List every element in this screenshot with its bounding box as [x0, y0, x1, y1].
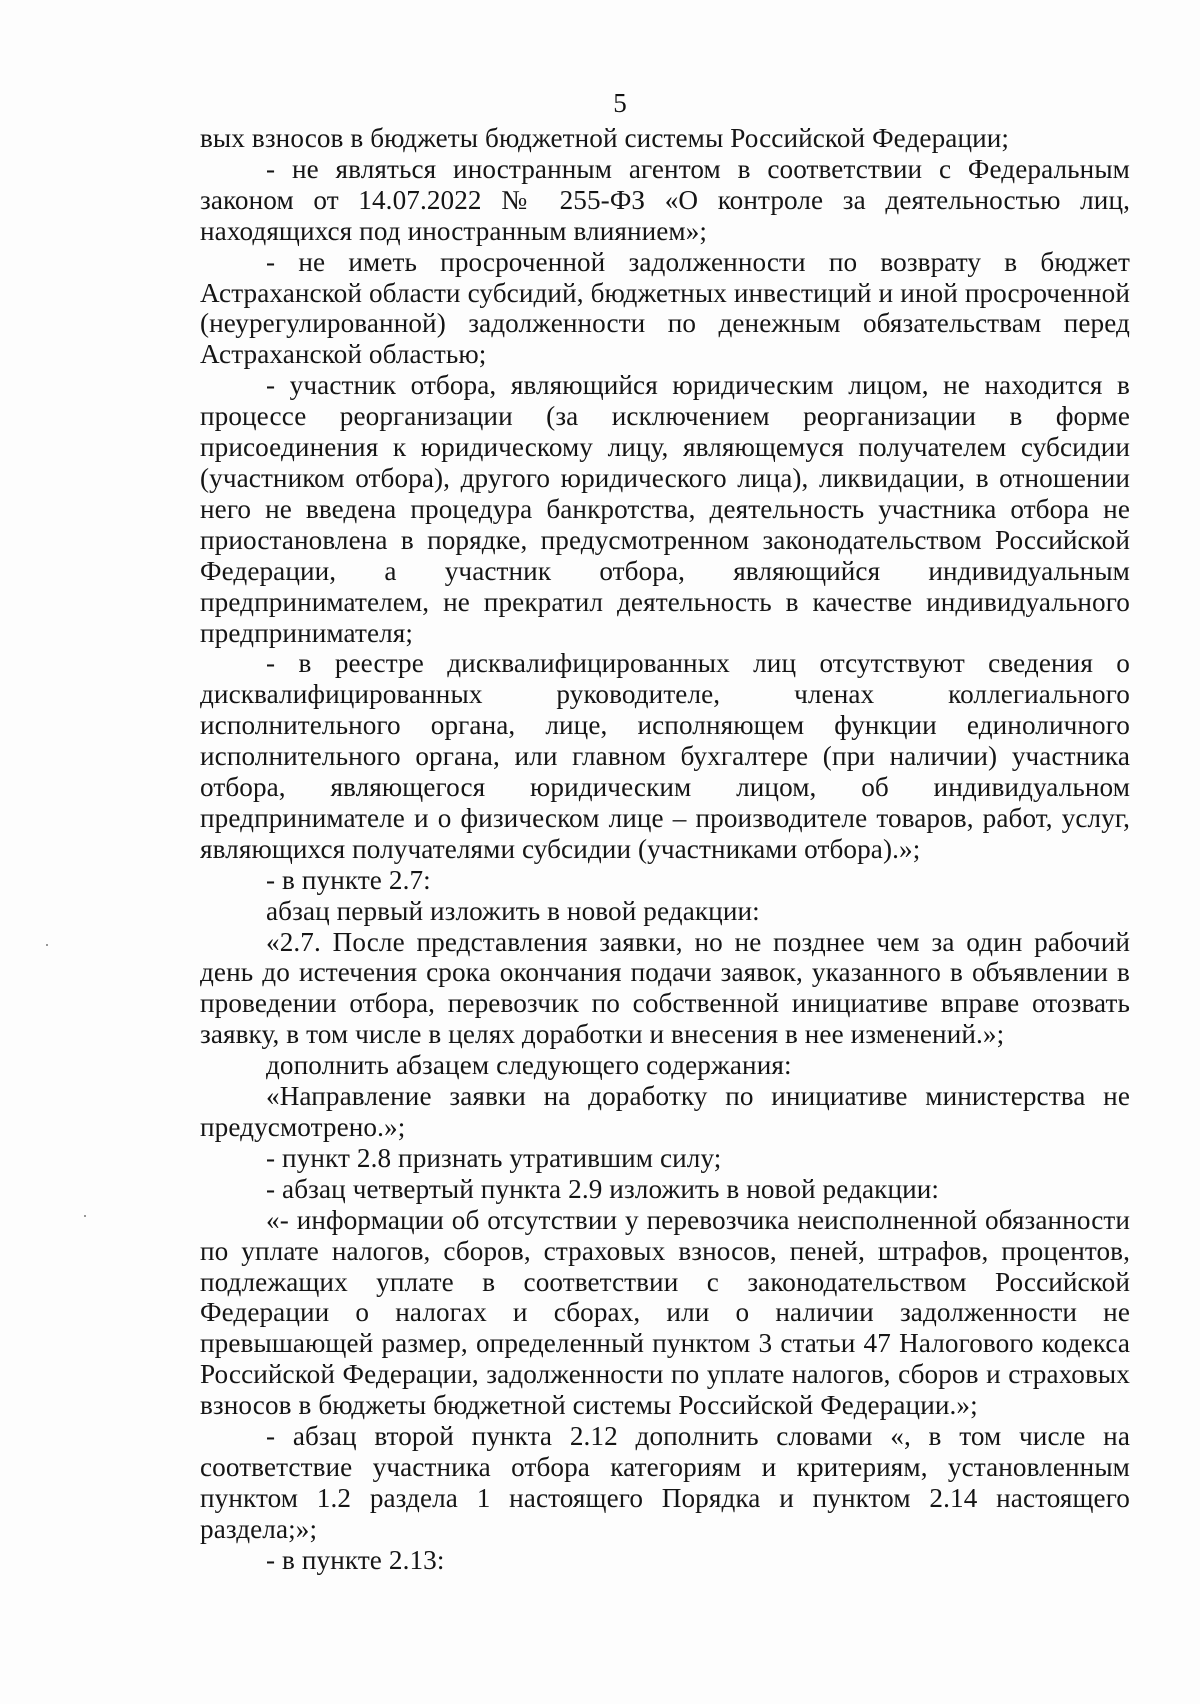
paragraph-supplement: дополнить абзацем следующего содержания:: [266, 1050, 792, 1081]
paragraph-clause-2-13: - в пункте 2.13:: [266, 1544, 445, 1575]
paragraph-disqualified-persons: - в реестре дисквалифицированных лиц отсутствуют сведения о дисквалифицированных руководителе, членах коллегиального исполнительного органа, лице, исполняющем функции единоличного исполнительного органа, или главном бухгалтере (при наличии) участника отбора, являющегося юридическим лицом, об индивидуальном предпринимателе и о физическом лице – производителе товаров, работ, услуг, являющихся получателями субсидии (участниками отбора).»;: [200, 648, 1130, 864]
page-number: 5: [613, 88, 627, 118]
paragraph-return-for-revision: «Направление заявки на доработку по инициативе министерства не предусмотрено.»;: [200, 1081, 1130, 1142]
paragraph-reorganization: - участник отбора, являющийся юридическим лицом, не находится в процессе реорганизации (за исключением реорганизации в форме присоединения к юридическому лицу, являющемуся получателем субсидии (участником отбора), другого юридического лица), ликвидации, в отношении него не введена процедура банкротства, деятельность участника отбора не приостановлена в порядке, предусмотренном законодательством Российской Федерации, а участник отбора, являющийся индивидуальным предпринимателем, не прекратил деятельность в качестве индивидуального предпринимателя;: [200, 370, 1130, 648]
document-body: [200, 123, 1130, 1576]
paragraph-clause-2-7: - в пункте 2.7:: [266, 864, 431, 895]
paragraph-clause-2-8: - пункт 2.8 признать утратившим силу;: [266, 1142, 722, 1173]
paragraph-foreign-agent: - не являться иностранным агентом в соответствии с Федеральным законом от 14.07.2022 № 255-ФЗ «О контроле за деятельностью лиц, находящихся под иностранным влиянием»;: [200, 153, 1130, 246]
paragraph-clause-2-12: - абзац второй пункта 2.12 дополнить словами «, в том числе на соответствие участника отбора категориям и критериям, установленным пунктом 1.2 раздела 1 настоящего Порядка и пунктом 2.14 настоящего раздела;»;: [200, 1421, 1130, 1544]
scan-speck: [84, 1215, 86, 1217]
paragraph-first-abzac: абзац первый изложить в новой редакции:: [266, 895, 760, 926]
paragraph-2-7-text: «2.7. После представления заявки, но не позднее чем за один рабочий день до истечения срока окончания подачи заявок, указанного в объявлении в проведении отбора, перевозчик по собственной инициативе вправе отозвать заявку, в том числе в целях доработки и внесения в нее изменений.»;: [200, 926, 1130, 1050]
scan-speck: [46, 944, 48, 946]
paragraph-tax-info: «- информации об отсутствии у перевозчика неисполненной обязанности по уплате налогов, сборов, страховых взносов, пеней, штрафов, процентов, подлежащих уплате в соответствии с законодательством Российской Федерации о налогах и сборах, или о наличии задолженности не превышающей размер, определенный пунктом 3 статьи 47 Налогового кодекса Российской Федерации, задолженности по уплате налогов, сборов и страховых взносов в бюджеты бюджетной системы Российской Федерации.»;: [200, 1204, 1130, 1421]
paragraph-clause-2-9: - абзац четвертый пункта 2.9 изложить в новой редакции:: [266, 1173, 940, 1204]
paragraph-continuation: вых взносов в бюджеты бюджетной системы Российской Федерации;: [200, 123, 1010, 153]
paragraph-overdue-debt: - не иметь просроченной задолженности по возврату в бюджет Астраханской области субсидий, бюджетных инвестиций и иной просроченной (неурегулированной) задолженности по денежным обязательствам перед Астраханской областью;: [200, 246, 1130, 370]
